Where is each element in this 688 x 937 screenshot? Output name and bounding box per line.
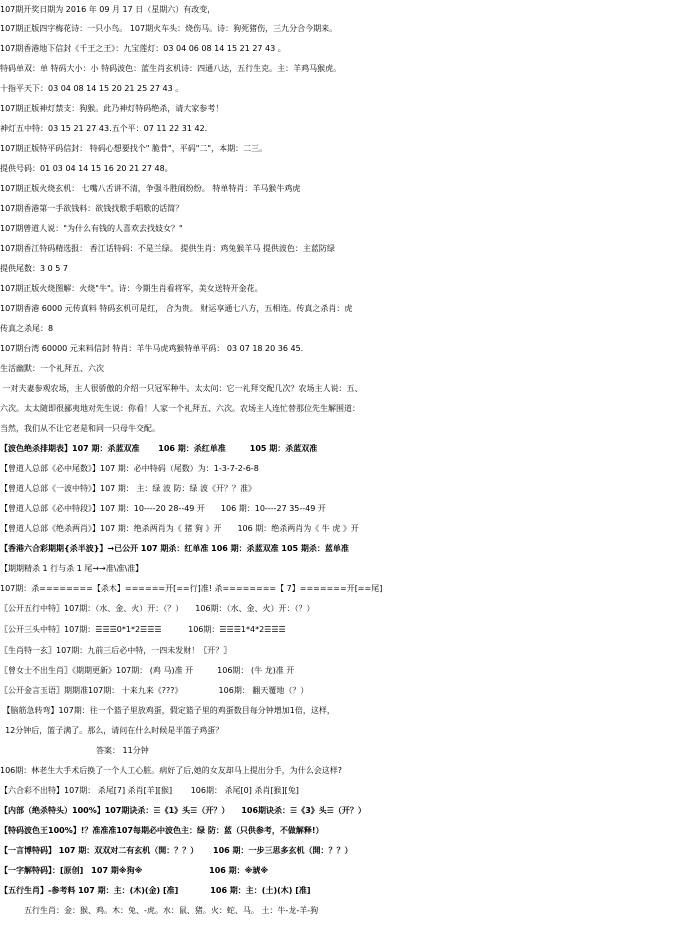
text-line: 【波色绝杀排期表】107 期：杀蓝双准 106 期：杀红单准 105 期：杀蓝双准 [0,444,318,453]
text-line: 五行生肖：金：猴、鸡。木：兔、-虎。水：鼠、猪。火：蛇、马。 土：牛-龙-羊-狗 [0,906,319,915]
text-line: 107期香港地下信封《千王之王》：九宝莲灯：03 04 06 08 14 15 21 27 43 。 [0,44,286,53]
text-line: 【香港六合彩期期{杀半波}】→已公开 107 期杀：红单准 106 期：杀蓝双准 105 期杀：蓝单准 [0,544,349,553]
text-line: 十指平天下：03 04 08 14 15 20 21 25 27 43 。 [0,84,184,93]
text-line: 生活幽默：一个礼拜五、六次 [0,364,104,373]
text-line: 〖公开金言玉语〗期期准107期： 十来九来《???》 106期： 翻天覆地（？） [0,686,309,695]
text-line: 107期香港第一手欲钱料：欲钱找歌手唱歌的话简？ [0,204,184,213]
text-line: 【曾道人总部《必中尾数》】107 期：必中特码（尾数）为：1-3-7-2-6-8 [0,464,259,473]
text-line: 传真之杀尾：8 [0,324,54,333]
text-line: 【特码波色王100%】!？准准准107每期必中波色主：绿 防：蓝（只供参考，不做解释!） [0,826,324,835]
text-line: 【六合彩不出特】107期： 杀尾[7] 杀肖[羊][猴] 106期： 杀尾[0] 杀肖[猴][兔] [0,786,299,795]
text-line: 【曾道人总部《一波中特》】107 期： 主：绿 波 防：绿 波《开？？准》 [0,484,256,493]
text-line: 12分钟后，篮子满了。那么，请问在什么时候是半篮子鸡蛋？ [0,726,224,735]
text-line: 六次。太太随即很鄙夷地对先生说：你看！人家一个礼拜五、六次。农场主人连忙替那位先生解围道： [0,404,360,413]
text-line: 107期：杀========【杀木】======开[==行]准! 杀========【 7】=======开[==尾] [0,584,383,593]
text-line: 107期正版特平码信封： 特码心想要找个" 脆骨"，平码"二"，本期：二三。 [0,144,268,153]
text-line: 特码单双：单 特码大小：小 特码波色：蓝生肖玄机诗：四通八达，五行生克。主：羊鸡马猴虎。 [0,64,342,73]
text-line: 〖公开三头中特〗107期：☰☰☰0*1*2☰☰☰ 106期：☰☰☰1*4*2☰☰☰ [0,625,286,634]
text-line: 【曾道人总部《必中特段》】107 期：10----20 28--49 开 106 期：10----27 35--49 开 [0,504,326,513]
text-line: 【内部（绝杀特头）100%】107期诀杀：☰《1》头☰（开？） 106期诀杀：☰《3》头☰（开？） [0,806,366,815]
text-line: 〖曾女士不出生肖〗《期期更新》107期： (鸡 马)准 开 106期： (牛 龙)准 开 [0,666,295,675]
text-line: 神灯五中特：03 15 21 27 43.五个平：07 11 22 31 42. [0,124,208,133]
text-line: 107期台湾 60000 元来料信封 特肖：羊牛马虎鸡猴特单平码： 03 07 18 20 36 45. [0,344,304,353]
text-line: 107期开奖日期为 2016 年 09 月 17 日（星期六）有改变， [0,5,216,14]
text-line: 〖生肖特一玄〗107期：九前三后必中特，一四未发财！〖开？〗 [0,646,232,655]
text-line: 【曾道人总部《绝杀两肖》】107 期：绝杀两肖为《 猪 狗 》开 106 期：绝杀两肖为《 牛 虎 》开 [0,524,359,533]
text-line: 【脑筋急转弯】107期：往一个篮子里放鸡蛋，假定篮子里的鸡蛋数目每分钟增加1倍，这样， [0,706,335,715]
text-line: 答案： 11分钟 [0,746,149,755]
text-line: 106期：林老生大手术后换了一个人工心脏。病好了后,她的女友却马上提出分手，为什么会这样? [0,766,343,775]
text-line: 【一言博特码】 107 期：双双对二有玄机（開：？？） 106 期：一步三思多玄机（開：？？） [0,846,353,855]
text-line: 107期正版四字梅花诗：一只小鸟。 107期火车头：烧伤马。诗：狗死猪伤，三九分合今期来。 [0,24,338,33]
text-line: 107期正版火烧玄机： 七嘴八舌讲不清，争强斗胜闹纷纷。 特单特肖：羊马猴牛鸡虎 [0,184,301,193]
text-line: 107期香江特码精选报： 香江话特码：不是兰绿。 提供生肖：鸡兔猴羊马 提供波色：主蓝防绿 [0,244,335,253]
text-line: 提供尾数：3 0 5 7 [0,264,68,273]
text-line: 【五行生肖】-参考料 107 期：主：(木)(金) [准] 106 期：主：(土)(木) [准] [0,886,311,895]
text-line: 107期曾道人说："为什么有钱的人喜欢去找妓女？" [0,224,183,233]
text-line: 一对夫妻参观农场，主人很骄傲的介绍一只冠军种牛。太太问：它一礼拜交配几次？农场主人说：五、 [0,384,363,393]
text-line: 107期正版神灯禁支：狗猴。此乃神灯特码绝杀，请大家参考！ [0,104,224,113]
text-line: 当然，我们从不让它老是和同一只母牛交配。 [0,424,160,433]
text-line: 【期期精杀 1 行与杀 1 尾→→准\准\准】 [0,564,144,573]
text-line: 提供号码：01 03 04 14 15 16 20 21 27 48。 [0,164,173,173]
text-line: 【一字解特码】：[原创] 107 期※狗※ 106 期：※琥※ [0,866,269,875]
text-line: 107期香港 6000 元传真料 特码玄机可是红， 合为贵。 财运享通七八方，五相连。传真之杀肖：虎 [0,304,353,313]
text-line: 〖公开五行中特〗107期：（水、金、火）开：（？） 106期：（水、金、火）开：（？） [0,604,315,613]
text-line: 107期正版火烧图解：火烧"牛"。诗：今期生肖看将军，美女送特开金花。 [0,284,263,293]
